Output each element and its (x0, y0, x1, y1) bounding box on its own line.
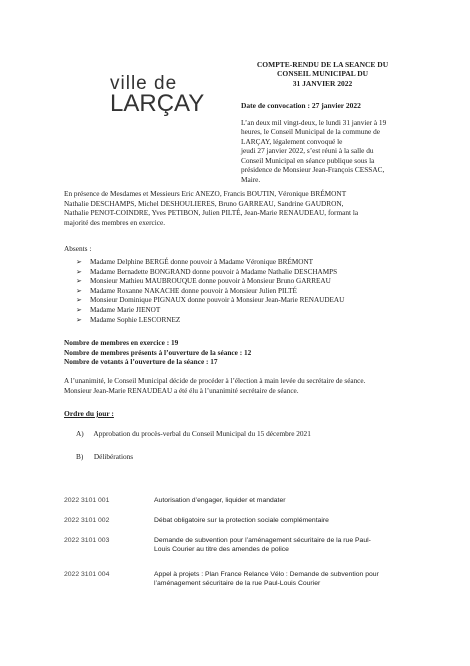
intro-line: Conseil Municipal en séance publique sous la (241, 155, 375, 165)
title-line-3: 31 JANVIER 2022 (292, 78, 353, 88)
agenda-item-a-label: A) (76, 429, 84, 438)
deliberation-text: Appel à projets : Plan France Relance Vélo : Demande de subvention pour l’aménagement sécuritaire de la rue Paul-Louis Courier (154, 571, 379, 587)
deliberation-number: 2022 3101 002 (64, 517, 110, 524)
presence-line: majorité des membres en exercice. (64, 217, 166, 227)
deliberation-text: Débat obligatoire sur la protection sociale complémentaire (154, 517, 329, 524)
town-logo (110, 72, 210, 117)
count-line: Nombre de votants à l’ouverture de la séance : 17 (64, 357, 218, 367)
unanimity-line: A l’unanimité, le Conseil Municipal décide de procéder à l’élection à main levée du secrétaire de séance. (64, 377, 366, 385)
agenda-heading: Ordre du jour : (64, 409, 114, 418)
logo-top-text: ville de (110, 73, 178, 94)
deliberation-number: 2022 3101 001 (64, 497, 110, 504)
arrow-bullet-icon: ➢ (76, 296, 82, 305)
title-line-1: COMPTE-RENDU DE LA SEANCE DU (256, 60, 389, 69)
absent-item: ➢ Madame Bernadette BONGRAND donne pouvoir à Madame Nathalie DESCHAMPS (76, 267, 338, 276)
logo-bottom-text: LARÇAY (110, 90, 205, 117)
agenda-item-a-text: Approbation du procès-verbal du Conseil Municipal du 15 décembre 2021 (93, 429, 311, 438)
deliberation-number: 2022 3101 003 (64, 537, 110, 544)
secretary-election (64, 377, 414, 396)
deliberation-number: 2022 3101 004 (64, 571, 110, 578)
presence-line: Nathalie PENOT-COINDRE, Yves PETIBON, Julien PILTÉ, Jean-Marie RENAUDEAU, formant la (64, 208, 359, 218)
intro-line: L’an deux mil vingt-deux, le lundi 31 janvier à 19 (241, 118, 387, 127)
agenda-item-b (76, 452, 133, 461)
title-line-2: CONSEIL MUNICIPAL DU (276, 69, 369, 79)
absent-item: ➢ Madame Marie JIENOT (76, 305, 161, 314)
arrow-bullet-icon: ➢ (76, 277, 82, 286)
absent-item: ➢ Madame Delphine BERGÉ donne pouvoir à Madame Véronique BRÉMONT (76, 258, 314, 266)
absent-item: ➢ Monsieur Dominique PIGNAUX donne pouvoir à Monsieur Jean-Marie RENAUDEAU (76, 296, 345, 305)
arrow-bullet-icon: ➢ (76, 315, 82, 324)
absent-item: ➢ Monsieur Mathieu MAUBROUQUE donne pouvoir à Monsieur Bruno GARREAU (76, 277, 331, 286)
agenda-item-b-text: Délibérations (93, 452, 134, 461)
deliberation-text: Demande de subvention pour l’aménagement sécuritaire de la rue Paul- Louis Courier au titre des amendes de police (154, 537, 371, 553)
presence-paragraph (64, 189, 414, 228)
absent-item: ➢ Madame Roxanne NAKACHE donne pouvoir à Monsieur Julien PILTÉ (76, 286, 297, 295)
member-counts (64, 338, 251, 367)
count-line: Nombre de membres en exercice : 19 (64, 338, 179, 347)
intro-line: heures, le Conseil Municipal de la commune de (241, 127, 381, 137)
arrow-bullet-icon: ➢ (76, 267, 82, 276)
deliberation-text: Autorisation d’engager, liquider et mandater (154, 497, 286, 504)
absents-heading: Absents : (64, 244, 92, 253)
unanimity-line: Monsieur Jean-Marie RENAUDEAU a été élu à l’unanimité secrétaire de séance. (64, 386, 299, 395)
arrow-bullet-icon: ➢ (76, 258, 82, 266)
intro-line: jeudi 27 janvier 2022, s’est réuni à la salle du (241, 146, 374, 156)
convocation-date (241, 101, 361, 111)
agenda-item-b-label: B) (76, 452, 84, 461)
count-line: Nombre de membres présents à l’ouverture de la séance : 12 (64, 347, 252, 357)
document-title (240, 60, 405, 88)
intro-line: Maire. (241, 174, 261, 184)
intro-line: présidence de Monsieur Jean-François CESSAC, (241, 165, 385, 175)
intro-paragraph (241, 118, 411, 184)
arrow-bullet-icon: ➢ (76, 305, 82, 314)
agenda-item-a (76, 429, 311, 438)
presence-line: Nathalie DESCHAMPS, Michel DESHOULIERES, Bruno GARREAU, Sandrine GAUDRON, (64, 198, 344, 208)
presence-line: En présence de Mesdames et Messieurs Eric ANEZO, Francis BOUTIN, Véronique BRÉMONT (64, 189, 347, 198)
convocation-label: Date de convocation : 27 janvier 2022 (241, 101, 361, 110)
intro-line: LARÇAY, légalement convoqué le (241, 136, 343, 146)
absents-list (76, 258, 406, 325)
arrow-bullet-icon: ➢ (76, 286, 82, 295)
absent-item: ➢ Madame Sophie LESCORNEZ (76, 315, 181, 324)
